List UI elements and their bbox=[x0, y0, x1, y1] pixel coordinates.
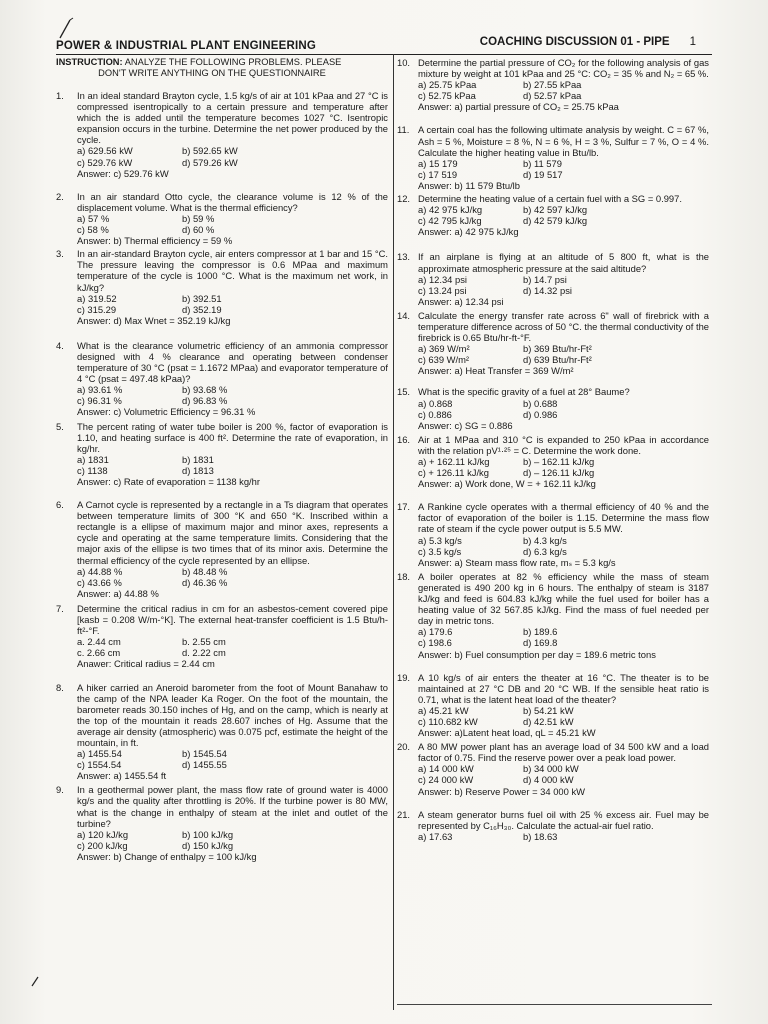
question-text: Determine the critical radius in cm for an asbestos-cement covered pipe [kasb = 0.208 W/m-°K]. The external heat-transfer coefficient is 1.5 Btu/h-ft²-°F. bbox=[77, 602, 388, 637]
choice-option: d) 46.36 % bbox=[182, 576, 228, 588]
choice-option: d) 639 Btu/hr-Ft² bbox=[523, 354, 592, 366]
choice-option: a) 319.52 bbox=[77, 292, 117, 304]
question-number: 17. bbox=[397, 501, 411, 513]
answer-choices bbox=[418, 343, 709, 365]
answer-choices bbox=[77, 145, 388, 167]
answer-choices bbox=[418, 274, 709, 296]
question-item bbox=[397, 434, 709, 489]
answer-choices bbox=[77, 829, 388, 851]
answer-choices bbox=[418, 398, 709, 420]
choice-option: d) 6.3 kg/s bbox=[523, 545, 567, 557]
question-number: 8. bbox=[56, 681, 64, 693]
question-number: 12. bbox=[397, 193, 411, 205]
choice-option: c) 52.75 kPaa bbox=[418, 90, 476, 102]
question-text: A 80 MW power plant has an average load of 34 500 kW and a load factor of 0.75. Find the reserve power over a peak load power. bbox=[418, 741, 709, 764]
question-item bbox=[56, 603, 388, 670]
question-item bbox=[397, 809, 709, 842]
column-divider bbox=[393, 54, 394, 1010]
question-number: 10. bbox=[397, 57, 411, 68]
answer-key: Answer: c) Rate of evaporation = 1138 kg/hr bbox=[77, 476, 260, 487]
choice-option: d) 0.986 bbox=[523, 408, 558, 420]
question-text: In an air-standard Brayton cycle, air enters compressor at 1 bar and 15 °C. The pressure leaving the compressor is 0.6 MPaa and maximum temperature of the cycle is 1000 °C. What is the maximum net work, in kJ/kg? bbox=[77, 248, 388, 293]
choice-option: d) 42.51 kW bbox=[523, 715, 574, 727]
left-column bbox=[56, 90, 388, 862]
answer-key: Answer: b) Reserve Power = 34 000 kW bbox=[418, 785, 585, 797]
answer-choices bbox=[418, 456, 709, 478]
choice-option: c) 96.31 % bbox=[77, 395, 122, 407]
question-number: 20. bbox=[397, 741, 411, 753]
choice-option: b) 369 Btu/hr-Ft² bbox=[523, 343, 592, 355]
question-item bbox=[397, 57, 709, 112]
question-text: A boiler operates at 82 % efficiency while the mass of steam generated is 490 200 kg in 6 hours. The enthalpy of steam is 3187 kJ/kg and feed is 604.83 kJ/kg while the fuel used for boiler has a heating value of 32 567.85 kJ/kg. Find the mass of fuel needed per day in metric tons. bbox=[418, 570, 709, 627]
answer-choices bbox=[418, 763, 709, 785]
choice-option: b) 592.65 kW bbox=[182, 145, 238, 157]
answer-key: Answer: c) Volumetric Efficiency = 96.31 % bbox=[77, 406, 256, 418]
question-text: A 10 kg/s of air enters the theater at 16 °C. The theater is to be maintained at 27 °C DB and 20 °C WB. If the sensible heat ratio is 0.71, what is the latent heat load of the theater? bbox=[418, 671, 709, 705]
header-divider bbox=[56, 54, 712, 55]
question-number: 3. bbox=[56, 248, 64, 260]
answer-key: Answer: a) 44.88 % bbox=[77, 587, 159, 599]
choice-option: a) 45.21 kW bbox=[418, 704, 469, 716]
question-item bbox=[397, 741, 709, 796]
pen-mark-icon bbox=[58, 16, 74, 40]
instruction-line-2: DON'T WRITE ANYTHING ON THE QUESTIONNAIRE bbox=[98, 68, 326, 78]
question-item bbox=[397, 193, 709, 237]
question-number: 15. bbox=[397, 386, 411, 398]
choice-option: a) 369 W/m² bbox=[418, 343, 470, 355]
answer-choices bbox=[77, 213, 388, 235]
question-item bbox=[56, 340, 388, 418]
choice-option: c) 200 kJ/kg bbox=[77, 839, 128, 851]
choice-option: b) 100 kJ/kg bbox=[182, 828, 234, 840]
choice-option: b. 2.55 cm bbox=[182, 636, 226, 648]
choice-option: c) 13.24 psi bbox=[418, 284, 467, 296]
choice-option: b) 1545.54 bbox=[182, 748, 227, 760]
question-number: 4. bbox=[56, 339, 64, 351]
choice-option: a) 57 % bbox=[77, 212, 110, 224]
choice-option: d) 150 kJ/kg bbox=[182, 839, 234, 851]
question-text: What is the specific gravity of a fuel at 28° Baume? bbox=[418, 386, 630, 398]
choice-option: c) 24 000 kW bbox=[418, 774, 474, 786]
answer-choices bbox=[77, 454, 388, 476]
answer-key: Answer: d) Max Wnet = 352.19 kJ/kg bbox=[77, 314, 231, 326]
question-item bbox=[397, 386, 709, 430]
choice-option: a) 12.34 psi bbox=[418, 273, 467, 285]
answer-key: Answer: a) 42 975 kJ/kg bbox=[418, 226, 519, 238]
question-text: In a geothermal power plant, the mass flow rate of ground water is 4000 kg/s and the quality after throttling is 20%. If the turbine power is 80 MW, what is the change in enthalpy of steam at the inlet and outlet of the turbine? bbox=[77, 784, 388, 829]
bottom-divider bbox=[397, 1004, 712, 1005]
answer-key: Answer: a) partial pressure of CO₂ = 25.75 kPaa bbox=[418, 101, 619, 113]
choice-option: c) + 126.11 kJ/kg bbox=[418, 467, 489, 479]
question-item bbox=[56, 191, 388, 246]
question-number: 11. bbox=[397, 124, 410, 136]
question-number: 16. bbox=[397, 433, 411, 445]
answer-key: Answer: a) 1455.54 ft bbox=[77, 770, 167, 782]
question-item bbox=[56, 682, 388, 782]
answer-key: Answer: b) 11 579 Btu/lb bbox=[418, 179, 520, 191]
choice-option: b) 54.21 kW bbox=[523, 704, 574, 716]
question-text: Determine the heating value of a certain fuel with a SG = 0.997. bbox=[418, 193, 682, 205]
question-text: Calculate the energy transfer rate across 6" wall of firebrick with a temperature difference across of 50 °C. the thermal conductivity of the firebrick is 0.65 Btu/hr-ft-°F. bbox=[418, 309, 709, 344]
choice-option: a) 120 kJ/kg bbox=[77, 828, 129, 840]
question-text: Determine the partial pressure of CO₂ for the following analysis of gas mixture by weight at 101 kPaa and 25 °C: CO₂ = 35 % and N₂ = 65 %. bbox=[418, 57, 709, 80]
question-text: What is the clearance volumetric efficiency of an ammonia compressor designed with 4 % clearance and operating between condenser temperature of 30 °C (psat = 1.1672 MPaa) and evaporator temperature of 4 °C (psat = 497.48 kPaa)? bbox=[77, 339, 388, 385]
choice-option: b) 4.3 kg/s bbox=[523, 534, 567, 546]
answer-choices bbox=[418, 535, 709, 557]
question-text: If an airplane is flying at an altitude of 5 800 ft, what is the approximate atmospheric pressure at the said altitude? bbox=[418, 251, 709, 274]
choice-option: b) 392.51 bbox=[182, 292, 222, 304]
choice-option: c) 17 519 bbox=[418, 168, 458, 180]
choice-option: b) 14.7 psi bbox=[523, 273, 567, 285]
choice-option: a) 5.3 kg/s bbox=[418, 534, 462, 546]
choice-option: c) 110.682 kW bbox=[418, 715, 478, 727]
question-item bbox=[56, 248, 388, 326]
choice-option: c) 43.66 % bbox=[77, 576, 122, 588]
choice-option: b) 11 579 bbox=[523, 157, 562, 169]
question-number: 14. bbox=[397, 309, 411, 321]
header-course-title: COACHING DISCUSSION 01 - PIPE bbox=[479, 36, 670, 48]
choice-option: d) 52.57 kPaa bbox=[523, 90, 582, 102]
instruction-line-1: ANALYZE THE FOLLOWING PROBLEMS. PLEASE bbox=[124, 57, 342, 67]
choice-option: c) 42 795 kJ/kg bbox=[418, 215, 482, 227]
choice-option: c) 198.6 bbox=[418, 637, 452, 649]
choice-option: d) 14.32 psi bbox=[523, 284, 572, 296]
answer-choices bbox=[418, 158, 709, 180]
choice-option: b) 0.688 bbox=[523, 397, 558, 409]
question-item bbox=[56, 90, 388, 179]
question-number: 9. bbox=[56, 784, 64, 796]
choice-option: d) 60 % bbox=[182, 224, 215, 236]
choice-option: d) 4 000 kW bbox=[523, 774, 574, 786]
choice-option: c) 529.76 kW bbox=[77, 156, 133, 168]
choice-option: a) 25.75 kPaa bbox=[418, 79, 477, 91]
question-text: A Carnot cycle is represented by a rectangle in a Ts diagram that operates between temperature limits of 300 °K and 650 °K. Inscribed within a rectangle is a ellipse of maximum major and minor axes, represents a cycle and operating at the same temperature limits. Considering that the major axis of the ellipse is two times that of its minor axis. Determine the thermal efficiency of the cycle represented by an ellipse. bbox=[77, 499, 388, 566]
choice-option: c) 315.29 bbox=[77, 303, 117, 315]
answer-key: Answer: a) Heat Transfer = 369 W/m² bbox=[418, 365, 574, 377]
choice-option: d) 169.8 bbox=[523, 637, 558, 649]
answer-choices bbox=[418, 831, 709, 842]
choice-option: a) 629.56 kW bbox=[77, 145, 133, 157]
answer-key: Answer: a) 12.34 psi bbox=[418, 295, 504, 307]
choice-option: d) 19 517 bbox=[523, 168, 563, 180]
choice-option: c. 2.66 cm bbox=[77, 647, 121, 659]
question-number: 21. bbox=[397, 808, 411, 820]
question-item bbox=[56, 499, 388, 599]
question-number: 5. bbox=[56, 420, 64, 432]
choice-option: d) 42 579 kJ/kg bbox=[523, 215, 588, 227]
question-number: 1. bbox=[56, 90, 64, 101]
choice-option: b) 42 597 kJ/kg bbox=[523, 204, 588, 216]
answer-choices bbox=[77, 566, 388, 588]
right-column bbox=[397, 57, 709, 842]
question-text: The percent rating of water tube boiler is 200 %, factor of evaporation is 1.10, and heating surface is 400 ft². Determine the rate of evaporation, in kg/hr. bbox=[77, 420, 388, 454]
choice-option: d. 2.22 cm bbox=[182, 647, 226, 659]
choice-option: b) 59 % bbox=[182, 212, 215, 224]
instruction-block bbox=[56, 57, 388, 79]
question-text: In an ideal standard Brayton cycle, 1.5 kg/s of air at 101 kPaa and 27 °C is compressed isentropically to a certain pressure and temperature after which the is added until the temperature becomes 1027 °C. Isentropic expansion occurs in the turbine. Determine the net power produced by the cycle. bbox=[77, 90, 388, 146]
choice-option: a. 2.44 cm bbox=[77, 636, 121, 648]
answer-choices bbox=[418, 705, 709, 727]
choice-option: d) 1455.55 bbox=[182, 759, 227, 771]
question-item bbox=[397, 672, 709, 739]
question-item bbox=[56, 784, 388, 862]
choice-option: b) 1831 bbox=[182, 453, 214, 465]
choice-option: d) 96.83 % bbox=[182, 395, 228, 407]
choice-option: a) 14 000 kW bbox=[418, 763, 474, 775]
choice-option: a) 1831 bbox=[77, 453, 109, 465]
choice-option: a) + 162.11 kJ/kg bbox=[418, 456, 490, 467]
answer-key: Answer: b) Change of enthalpy = 100 kJ/kg bbox=[77, 850, 257, 862]
choice-option: c) 1138 bbox=[77, 464, 108, 476]
question-text: A hiker carried an Aneroid barometer from the foot of Mount Banahaw to the camp of the NPA leader Ka Roger. On the foot of the mountain, the barometer reads 30.150 inches of Hg, and on the camp, which is nearly at the top of the mountain it reads 28.607 inches of Hg. Assume that the average air density (atmospheric) was 0.075 pcf, estimate the height of the mountain, in ft. bbox=[77, 681, 388, 748]
choice-option: b) 93.68 % bbox=[182, 384, 228, 396]
choice-option: b) 27.55 kPaa bbox=[523, 79, 582, 91]
choice-option: c) 0.886 bbox=[418, 408, 452, 420]
answer-choices bbox=[418, 79, 709, 101]
answer-key: Answer: b) Fuel consumption per day = 189.6 metric tons bbox=[418, 648, 656, 660]
question-number: 18. bbox=[397, 570, 411, 582]
answer-key: Answer: a)Latent heat load, qL = 45.21 kW bbox=[418, 727, 596, 739]
choice-option: d) 1813 bbox=[182, 464, 214, 476]
choice-option: c) 58 % bbox=[77, 224, 109, 236]
question-item bbox=[397, 571, 709, 660]
answer-choices bbox=[77, 636, 388, 658]
header-title-left: POWER & INDUSTRIAL PLANT ENGINEERING bbox=[56, 40, 316, 52]
question-number: 13. bbox=[397, 251, 411, 263]
margin-mark-icon bbox=[30, 975, 40, 987]
question-text: A certain coal has the following ultimate analysis by weight. C = 67 %, Ash = 5 %, Moisture = 8 %, N = 6 %, H = 3 %, Sulfur = 7 %, O = 4 %. Calculate the higher heating value in Btu/lb. bbox=[418, 124, 709, 158]
answer-choices bbox=[418, 626, 709, 648]
choice-option: c) 639 W/m² bbox=[418, 354, 470, 366]
page-number: 1 bbox=[689, 36, 696, 48]
question-text: Air at 1 MPaa and 310 °C is expanded to 250 kPaa in accordance with the relation pV¹·²⁵ = C. Determine the work done. bbox=[418, 433, 709, 456]
question-number: 7. bbox=[56, 602, 64, 614]
question-text: A Rankine cycle operates with a thermal efficiency of 40 % and the factor of evaporation of the boiler is 1.15. Determine the mass flow rate of steam if the cycle power output is 5.5 MW. bbox=[418, 501, 709, 535]
answer-choices bbox=[418, 204, 709, 226]
choice-option: b) 189.6 bbox=[523, 626, 558, 638]
choice-option: a) 93.61 % bbox=[77, 384, 123, 396]
choice-option: d) 579.26 kW bbox=[182, 156, 238, 168]
answer-key: Answer: a) Steam mass flow rate, mₛ = 5.3 kg/s bbox=[418, 556, 616, 568]
choice-option: b) 48.48 % bbox=[182, 565, 228, 577]
question-number: 19. bbox=[397, 671, 411, 683]
question-number: 2. bbox=[56, 190, 64, 202]
question-item bbox=[56, 421, 388, 488]
choice-option: b) 34 000 kW bbox=[523, 763, 579, 775]
answer-choices bbox=[77, 384, 388, 406]
question-number: 6. bbox=[56, 499, 64, 511]
question-text: A steam generator burns fuel oil with 25 % excess air. Fuel may be represented by C₁₆H₃₀. Calculate the actual-air fuel ratio. bbox=[418, 808, 709, 831]
choice-option: a) 179.6 bbox=[418, 626, 453, 638]
instruction-label: INSTRUCTION: bbox=[56, 57, 123, 67]
answer-key: Anawer: Critical radius = 2.44 cm bbox=[77, 658, 215, 670]
answer-choices bbox=[77, 293, 388, 315]
choice-option: d) – 126.11 kJ/kg bbox=[523, 467, 595, 479]
question-item bbox=[397, 124, 709, 191]
choice-option: a) 0.868 bbox=[418, 397, 453, 409]
choice-option: a) 17.63 bbox=[418, 830, 453, 842]
choice-option: c) 3.5 kg/s bbox=[418, 545, 462, 557]
answer-key: Answer: c) SG = 0.886 bbox=[418, 419, 513, 431]
choice-option: a) 15 179 bbox=[418, 157, 458, 169]
choice-option: b) – 162.11 kJ/kg bbox=[523, 456, 595, 467]
question-item bbox=[397, 501, 709, 568]
choice-option: c) 1554.54 bbox=[77, 759, 122, 771]
choice-option: a) 42 975 kJ/kg bbox=[418, 204, 483, 216]
question-text: In an air standard Otto cycle, the clearance volume is 12 % of the displacement volume. What is the thermal efficiency? bbox=[77, 190, 388, 213]
question-item bbox=[397, 251, 709, 306]
answer-key: Answer: b) Thermal efficiency = 59 % bbox=[77, 235, 233, 247]
answer-choices bbox=[77, 748, 388, 770]
answer-key: Answer: c) 529.76 kW bbox=[77, 167, 169, 179]
choice-option: a) 44.88 % bbox=[77, 565, 123, 577]
header-title-right bbox=[480, 36, 696, 48]
answer-key: Answer: a) Work done, W = + 162.11 kJ/kg bbox=[418, 478, 596, 490]
question-item bbox=[397, 310, 709, 377]
choice-option: a) 1455.54 bbox=[77, 748, 122, 760]
choice-option: b) 18.63 bbox=[523, 830, 558, 842]
choice-option: d) 352.19 bbox=[182, 303, 222, 315]
